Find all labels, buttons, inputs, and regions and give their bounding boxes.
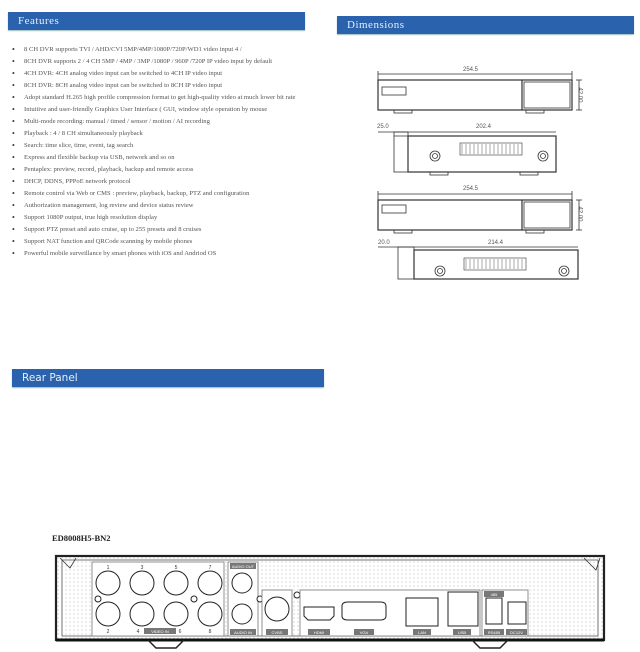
dim2-height: 42.00 [576,206,583,222]
label-cvbs: CVBS [271,630,283,635]
feature-item: • Support NAT function and QRCode scanning by mobile phones [12,236,312,248]
feature-item: • Adopt standard H.265 high profile compression format to get high-quality video at much lower bit rate [12,92,312,104]
feature-item: • Support PTZ preset and auto cruise, up to 255 presets and 8 cruises [12,224,312,236]
features-title: Features [18,15,60,27]
feature-item: • Remote control via Web or CMS : preview, playback, backup, PTZ and configuration [12,188,312,200]
video-num-6: 6 [178,629,182,635]
rear-panel-drawing [52,552,612,652]
model-name: ED8008H5-BN2 [52,533,111,543]
video-num-8: 8 [208,629,212,635]
dimensions-title: Dimensions [347,19,405,31]
label-video-in: VIDEO IN [151,629,169,634]
video-num-4: 4 [136,629,140,635]
feature-item: • Authorization management, log review and device status review [12,200,312,212]
dim1-width: 254.5 [463,67,479,73]
video-num-1: 1 [106,565,110,571]
dim1-depth: 202.4 [476,124,492,130]
dim1-height: 42.00 [576,87,583,103]
rear-panel-header [12,369,324,387]
video-num-5: 5 [174,565,178,571]
dim2-depth-front: 20.0 [378,240,390,246]
feature-item: • Playback : 4 / 8 CH simultaneously playback [12,128,312,140]
features-header [8,12,305,30]
dimensions-header [337,16,634,34]
dim1-depth-front: 25.0 [377,124,389,130]
feature-item: • Intuitive and user-friendly Graphics User Interface ( GUI, window style operation by mouse [12,104,312,116]
feature-item: • Support 1080P output, true high resolution display [12,212,312,224]
label-lan: LAN [418,630,426,635]
feature-item: • DHCP, DDNS, PPPoE network protocol [12,176,312,188]
dim2-width: 254.5 [463,186,479,192]
feature-item: • 8 CH DVR supports TVI / AHD/CVI 5MP/4MP/1080P/720P/WD1 video input 4 / [12,44,312,56]
feature-item: • 8CH DVR supports 2 / 4 CH 5MP / 4MP / 3MP /1080P / 960P /720P IP video input by default [12,56,312,68]
video-num-3: 3 [140,565,144,571]
feature-item: • Search: time slice, time, event, tag search [12,140,312,152]
feature-item: • 4CH DVR: 4CH analog video input can be switched to 4CH IP video input [12,68,312,80]
feature-item: • Powerful mobile surveillance by smart phones with iOS and Andriod OS [12,248,312,260]
rear-panel-title: Rear Panel [22,372,78,384]
feature-item: • Multi-mode recording: manual / timed / sensor / motion / AI recording [12,116,312,128]
features-list [12,44,312,260]
dim2-depth: 214.4 [488,240,504,246]
feature-item: • Express and flexible backup via USB, network and so on [12,152,312,164]
video-num-7: 7 [208,565,212,571]
label-rs485: RS485 [487,630,501,635]
label-hdmi: HDMI [313,630,325,635]
dimension-drawings [360,60,600,280]
label-vga: VGA [359,630,369,635]
feature-item: • Pentaplex: preview, record, playback, backup and remote access [12,164,312,176]
label-audio-out: AUDIO OUT [231,564,255,569]
feature-item: • 8CH DVR: 8CH analog video input can be switched to 8CH IP video input [12,80,312,92]
label-usb: USB [457,630,467,635]
video-num-2: 2 [106,629,110,635]
label-dc12v: DC12V [510,630,523,635]
label-485-top: 485 [490,592,498,597]
label-audio-in: AUDIO IN [234,630,252,635]
